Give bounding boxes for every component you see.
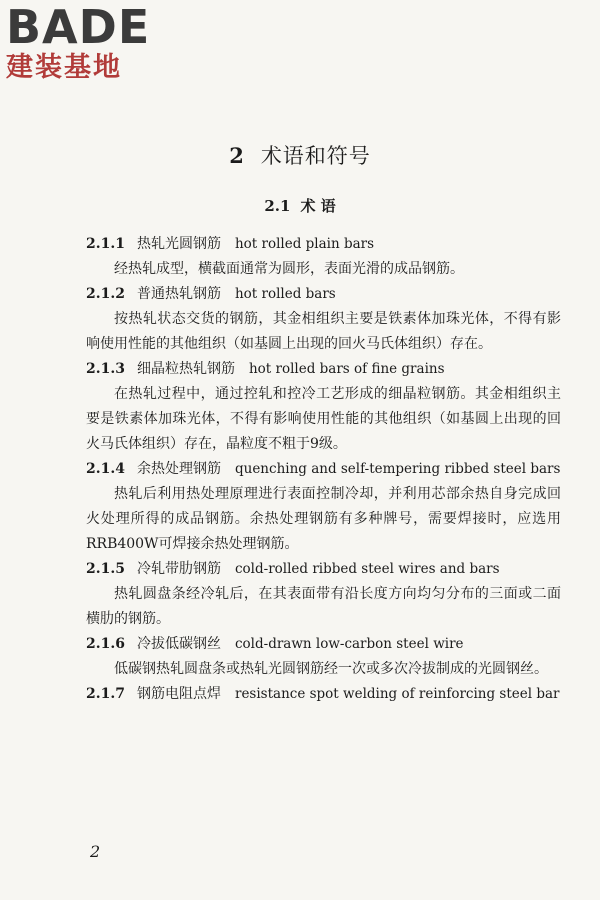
term-entry [86,457,561,557]
page-number: 2 [90,842,101,861]
term-entry [86,557,561,632]
term-definition: 经热轧成型，横截面通常为圆形，表面光滑的成品钢筋。 [114,261,464,277]
term-heading [86,232,561,257]
term-chinese: 细晶粒热轧钢筋 [136,361,235,377]
chapter-title-text: 术语和符号 [260,144,371,168]
term-heading [86,682,561,707]
chapter-title [0,140,600,170]
term-chinese: 冷拔低碳钢丝 [136,636,221,652]
section-title-text: 术 语 [300,197,336,215]
term-number: 2.1.2 [86,286,125,302]
publisher-logo [6,0,151,84]
term-entry [86,357,561,457]
term-definition: 按热轧状态交货的钢筋，其金相组织主要是铁素体加珠光体，不得有影响使用性能的其他组织（如基圆上出现的回火马氏体组织）存在。 [86,311,561,352]
term-definition: 热轧后利用热处理原理进行表面控制冷却，并利用芯部余热自身完成回火处理所得的成品钢筋。余热处理钢筋有多种牌号，需要焊接时，应选用RRB400W可焊接余热处理钢筋。 [86,486,561,552]
section-title [0,195,600,216]
term-number: 2.1.1 [86,236,125,252]
term-heading [86,357,561,382]
term-number: 2.1.5 [86,561,125,577]
term-entry [86,232,561,282]
logo-brand: BADE [6,0,151,54]
term-definition: 热轧圆盘条经冷轧后，在其表面带有沿长度方向均匀分布的三面或二面横肋的钢筋。 [86,586,561,627]
term-english: hot rolled plain bars [234,236,375,252]
term-entry [86,632,561,682]
term-chinese: 普通热轧钢筋 [136,286,221,302]
term-chinese: 钢筋电阻点焊 [136,686,221,702]
term-number: 2.1.6 [86,636,125,652]
term-chinese: 余热处理钢筋 [136,461,221,477]
term-entry [86,682,561,707]
term-entry [86,282,561,357]
term-english: cold-drawn low-carbon steel wire [234,636,464,652]
term-english: hot rolled bars [234,286,336,302]
term-number: 2.1.4 [86,461,125,477]
term-chinese: 冷轧带肋钢筋 [136,561,221,577]
terms-list [86,232,561,707]
term-heading [86,282,561,307]
term-heading [86,457,561,482]
term-english: resistance spot welding of reinforcing steel bar [234,686,560,702]
term-number: 2.1.7 [86,686,125,702]
term-english: hot rolled bars of fine grains [248,361,445,377]
section-number: 2.1 [264,197,291,215]
term-english: quenching and self-tempering ribbed steel bars [234,461,561,477]
term-chinese: 热轧光圆钢筋 [136,236,221,252]
chapter-number: 2 [229,143,245,168]
term-english: cold-rolled ribbed steel wires and bars [234,561,500,577]
term-definition: 低碳钢热轧圆盘条或热轧光圆钢筋经一次或多次冷拔制成的光圆钢丝。 [114,661,548,677]
term-definition: 在热轧过程中，通过控轧和控冷工艺形成的细晶粒钢筋。其金相组织主要是铁素体加珠光体，不得有影响使用性能的其他组织（如基圆上出现的回火马氏体组织）存在，晶粒度不粗于9级。 [86,386,561,452]
logo-subtitle: 建装基地 [6,52,122,83]
term-heading [86,632,561,657]
term-heading [86,557,561,582]
term-number: 2.1.3 [86,361,125,377]
